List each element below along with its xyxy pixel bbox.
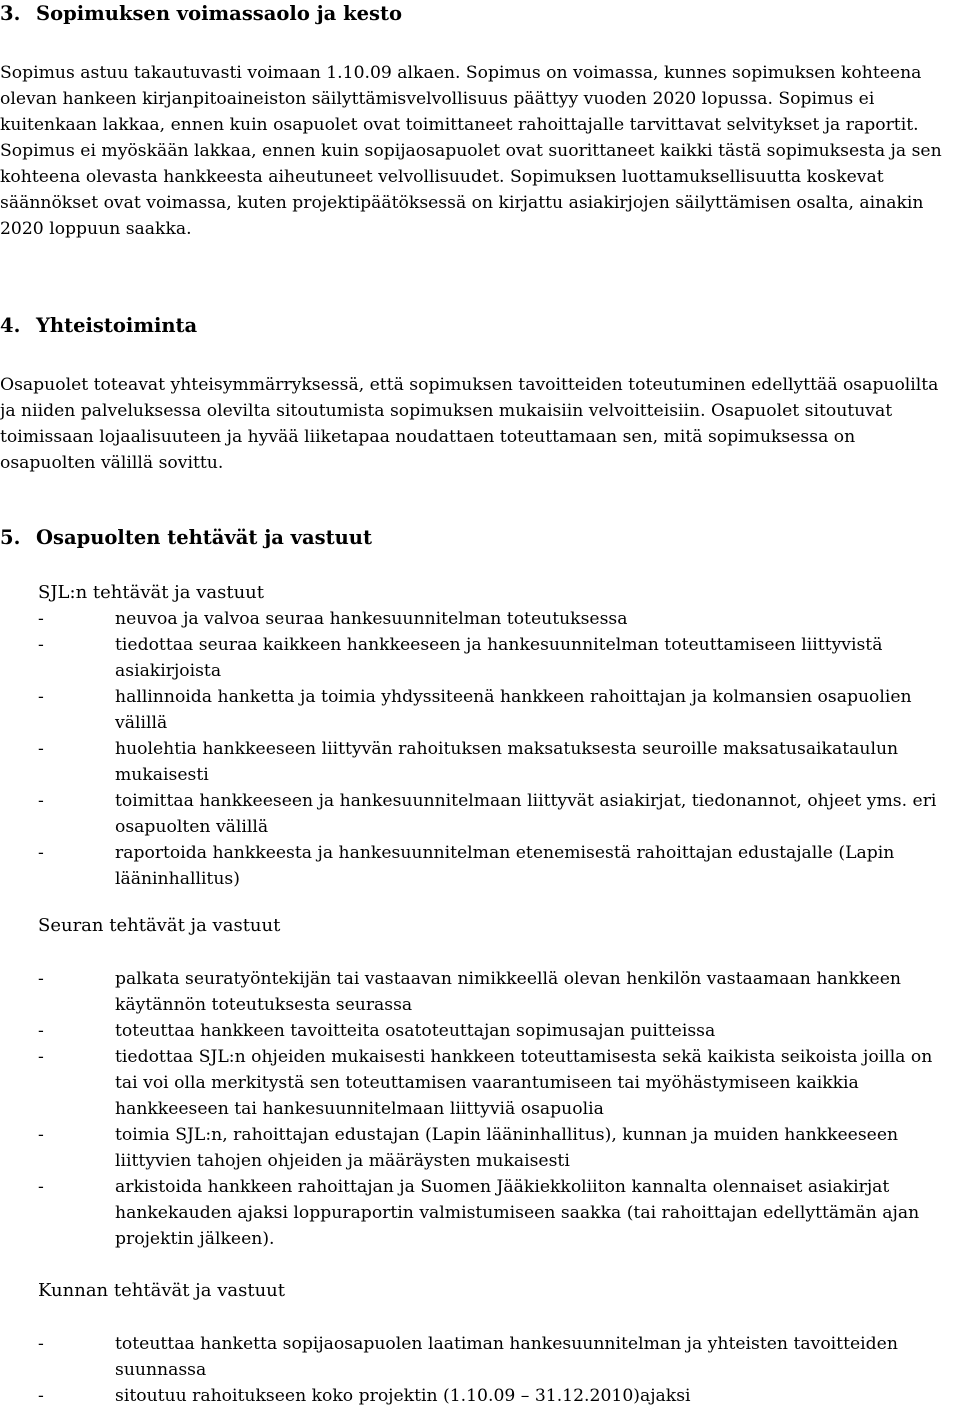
dash-marker: -: [38, 1021, 44, 1041]
dash-marker: -: [38, 609, 44, 629]
list-item: - raportoida hankkeesta ja hankesuunnitelman etenemisestä rahoittajan edustajalle (Lapin lääninhallitus): [0, 840, 960, 892]
dash-marker: -: [38, 635, 44, 655]
dash-marker: -: [38, 843, 44, 863]
list-item: - tiedottaa SJL:n ohjeiden mukaisesti hankkeen toteuttamisesta sekä kaikista seikoista joilla on tai voi olla merkitystä sen toteuttamisen vaarantumiseen tai myöhästymiseen kaikkia hankkeeseen tai hankesuunnitelmaan liittyviä osapuolia: [0, 1044, 960, 1122]
dash-marker: -: [38, 791, 44, 811]
seura-heading: Seuran tehtävät ja vastuut: [38, 915, 281, 936]
section-title: Osapuolten tehtävät ja vastuut: [36, 526, 372, 549]
list-item: - palkata seuratyöntekijän tai vastaavan nimikkeellä olevan henkilön vastaamaan hankkeen käytännön toteutuksesta seurassa: [0, 966, 960, 1018]
list-item: - toteuttaa hanketta sopijaosapuolen laatiman hankesuunnitelman ja yhteisten tavoitteiden suunnassa: [0, 1331, 960, 1383]
section-number: 5.: [0, 526, 21, 549]
dash-marker: -: [38, 1047, 44, 1067]
section-number: 3.: [0, 2, 21, 25]
section-4-paragraph: Osapuolet toteavat yhteisymmärryksessä, että sopimuksen tavoitteiden toteutuminen edellyttää osapuolilta ja niiden palveluksessa olevilta sitoutumista sopimuksen mukaisiin velvoitteisiin. Osapuolet sitoutuvat toimissaan lojaalisuuteen ja hyvää liiketapaa noudattaen toteuttamaan sen, mitä sopimuksessa on osapuolten välillä sovittu.: [0, 375, 939, 473]
list-item: - toimia SJL:n, rahoittajan edustajan (Lapin lääninhallitus), kunnan ja muiden hankkeeseen liittyvien tahojen ohjeiden ja määräysten mukaisesti: [0, 1122, 960, 1174]
sjl-heading: SJL:n tehtävät ja vastuut: [38, 582, 265, 603]
list-item: - sitoutuu rahoitukseen koko projektin (1.10.09 – 31.12.2010)ajaksi: [0, 1383, 960, 1409]
section-4-heading: [0, 312, 197, 340]
list-item: - toimittaa hankkeeseen ja hankesuunnitelmaan liittyvät asiakirjat, tiedonannot, ohjeet yms. eri osapuolten välillä: [0, 788, 960, 840]
list-item: - huolehtia hankkeeseen liittyvän rahoituksen maksatuksesta seuroille maksatusaikataulun mukaisesti: [0, 736, 960, 788]
section-3-paragraph: Sopimus astuu takautuvasti voimaan 1.10.09 alkaen. Sopimus on voimassa, kunnes sopimuksen kohteena olevan hankeen kirjanpitoaineiston säilyttämisvelvollisuus päättyy vuoden 2020 lopussa. Sopimus ei kuitenkaan lakkaa, ennen kuin osapuolet ovat toimittaneet rahoittajalle tarvittavat selvitykset ja raportit. Sopimus ei myöskään lakkaa, ennen kuin sopijaosapuolet ovat suorittaneet kaikki tästä sopimuksesta ja sen kohteena olevasta hankkeesta aiheutuneet velvollisuudet. Sopimuksen luottamuksellisuutta koskevat säännökset ovat voimassa, kuten projektipäätöksessä on kirjattu asiakirjojen säilyttämisen osalta, ainakin 2020 loppuun saakka.: [0, 63, 942, 239]
kunta-list: [0, 1331, 960, 1409]
list-item: - tiedottaa seuraa kaikkeen hankkeeseen ja hankesuunnitelman toteuttamiseen liittyvistä asiakirjoista: [0, 632, 960, 684]
list-item: - hallinnoida hanketta ja toimia yhdyssiteenä hankkeen rahoittajan ja kolmansien osapuolien välillä: [0, 684, 960, 736]
section-5-heading: [0, 524, 372, 552]
dash-marker: -: [38, 1334, 44, 1354]
sjl-list: [0, 606, 960, 892]
dash-marker: -: [38, 969, 44, 989]
kunta-heading: Kunnan tehtävät ja vastuut: [38, 1280, 285, 1301]
list-item: - toteuttaa hankkeen tavoitteita osatoteuttajan sopimusajan puitteissa: [0, 1018, 960, 1044]
dash-marker: -: [38, 1125, 44, 1145]
section-title: Sopimuksen voimassaolo ja kesto: [36, 2, 403, 25]
section-number: 4.: [0, 314, 21, 337]
list-item: - neuvoa ja valvoa seuraa hankesuunnitelman toteutuksessa: [0, 606, 960, 632]
list-item: - arkistoida hankkeen rahoittajan ja Suomen Jääkiekkoliiton kannalta olennaiset asiakirjat hankekauden ajaksi loppuraportin valmistumiseen saakka (tai rahoittajan edellyttämän ajan projektin jälkeen).: [0, 1174, 960, 1252]
section-3-heading: [0, 0, 402, 28]
seura-list: [0, 966, 960, 1252]
dash-marker: -: [38, 1386, 44, 1406]
dash-marker: -: [38, 687, 44, 707]
section-title: Yhteistoiminta: [36, 314, 198, 337]
dash-marker: -: [38, 1177, 44, 1197]
dash-marker: -: [38, 739, 44, 759]
